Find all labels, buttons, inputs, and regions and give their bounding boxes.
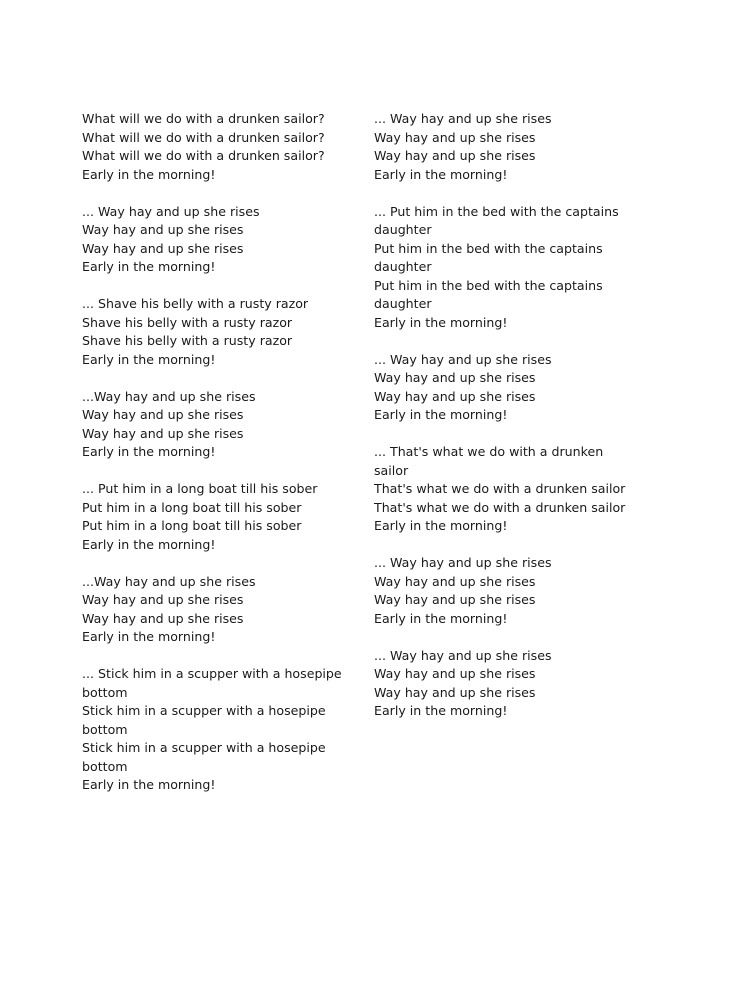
verse-line: Way hay and up she rises [82, 407, 244, 422]
verse-line: Way hay and up she rises [82, 592, 244, 607]
verse-line: Put him in the bed with the captains daughter [374, 240, 603, 274]
verse-line: ... Stick him in a scupper with a hosepipe bottom [82, 666, 342, 700]
verse-line: Shave his belly with a rusty razor [82, 333, 293, 348]
verse-line: Early in the morning! [82, 351, 216, 367]
verse-line: ... Way hay and up she rises [82, 203, 260, 219]
verse-line: ...Way hay and up she rises [82, 573, 256, 589]
verse [374, 554, 636, 628]
verse-line: ... Put him in a long boat till his sober [82, 481, 318, 496]
verse-line: That's what we do with a drunken sailor [374, 481, 626, 496]
verse-line: Way hay and up she rises [374, 148, 536, 163]
verse [374, 647, 636, 721]
verse-line: ... Way hay and up she rises [374, 111, 552, 126]
verse-line: ... Way hay and up she rises [374, 647, 552, 663]
verse-line: Way hay and up she rises [82, 425, 244, 441]
verse-line: Way hay and up she rises [374, 666, 536, 681]
verse [374, 203, 636, 333]
verse-line: Early in the morning! [82, 259, 216, 274]
verse-line: Put him in the bed with the captains daughter [374, 277, 603, 311]
verse-line: Early in the morning! [374, 518, 508, 533]
verse [374, 443, 636, 536]
verse [374, 351, 636, 425]
verse-line: Way hay and up she rises [82, 610, 244, 626]
verse-line: Way hay and up she rises [374, 129, 536, 145]
verse [82, 295, 344, 369]
verse [82, 573, 344, 647]
verse-line: That's what we do with a drunken sailor [374, 499, 626, 515]
lyrics-column-right [374, 110, 636, 739]
verse-line: Shave his belly with a rusty razor [82, 314, 293, 330]
verse-line: Way hay and up she rises [374, 388, 536, 404]
verse-line: Way hay and up she rises [374, 573, 536, 589]
verse-line: Early in the morning! [374, 314, 508, 330]
verse-line: Way hay and up she rises [374, 592, 536, 607]
verse-line: Put him in a long boat till his sober [82, 518, 302, 533]
verse-line: ... That's what we do with a drunken sailor [374, 444, 604, 478]
verse-line: Way hay and up she rises [82, 222, 244, 237]
verse-line: ...Way hay and up she rises [82, 388, 256, 404]
verse [82, 110, 344, 184]
verse-line: ... Way hay and up she rises [374, 351, 552, 367]
verse-line: Early in the morning! [374, 703, 508, 718]
verse-line: Early in the morning! [82, 166, 216, 182]
verse-line: Early in the morning! [82, 629, 216, 644]
verse-line: Way hay and up she rises [374, 684, 536, 700]
verse-line: ... Put him in the bed with the captains daughter [374, 203, 619, 237]
verse-line: Stick him in a scupper with a hosepipe bottom [82, 703, 326, 737]
verse-line: Way hay and up she rises [82, 240, 244, 256]
verse [82, 480, 344, 554]
verse [82, 388, 344, 462]
verse-line: Early in the morning! [82, 444, 216, 459]
verse-line: What will we do with a drunken sailor? [82, 148, 325, 163]
verse-line: Way hay and up she rises [374, 370, 536, 385]
verse-line: What will we do with a drunken sailor? [82, 129, 325, 145]
lyrics-column-left [82, 110, 344, 813]
verse-line: Early in the morning! [374, 407, 508, 422]
verse-line: ... Shave his belly with a rusty razor [82, 296, 309, 311]
verse-line: Put him in a long boat till his sober [82, 499, 302, 515]
verse [82, 665, 344, 795]
verse-line: Early in the morning! [82, 536, 216, 552]
verse-line: ... Way hay and up she rises [374, 555, 552, 570]
verse-line: Early in the morning! [374, 166, 508, 182]
verse-line: Stick him in a scupper with a hosepipe bottom [82, 740, 326, 774]
verse-line: Early in the morning! [374, 610, 508, 626]
verse [82, 203, 344, 277]
verse-line: Early in the morning! [82, 777, 216, 792]
verse-line: What will we do with a drunken sailor? [82, 111, 325, 126]
verse [374, 110, 636, 184]
